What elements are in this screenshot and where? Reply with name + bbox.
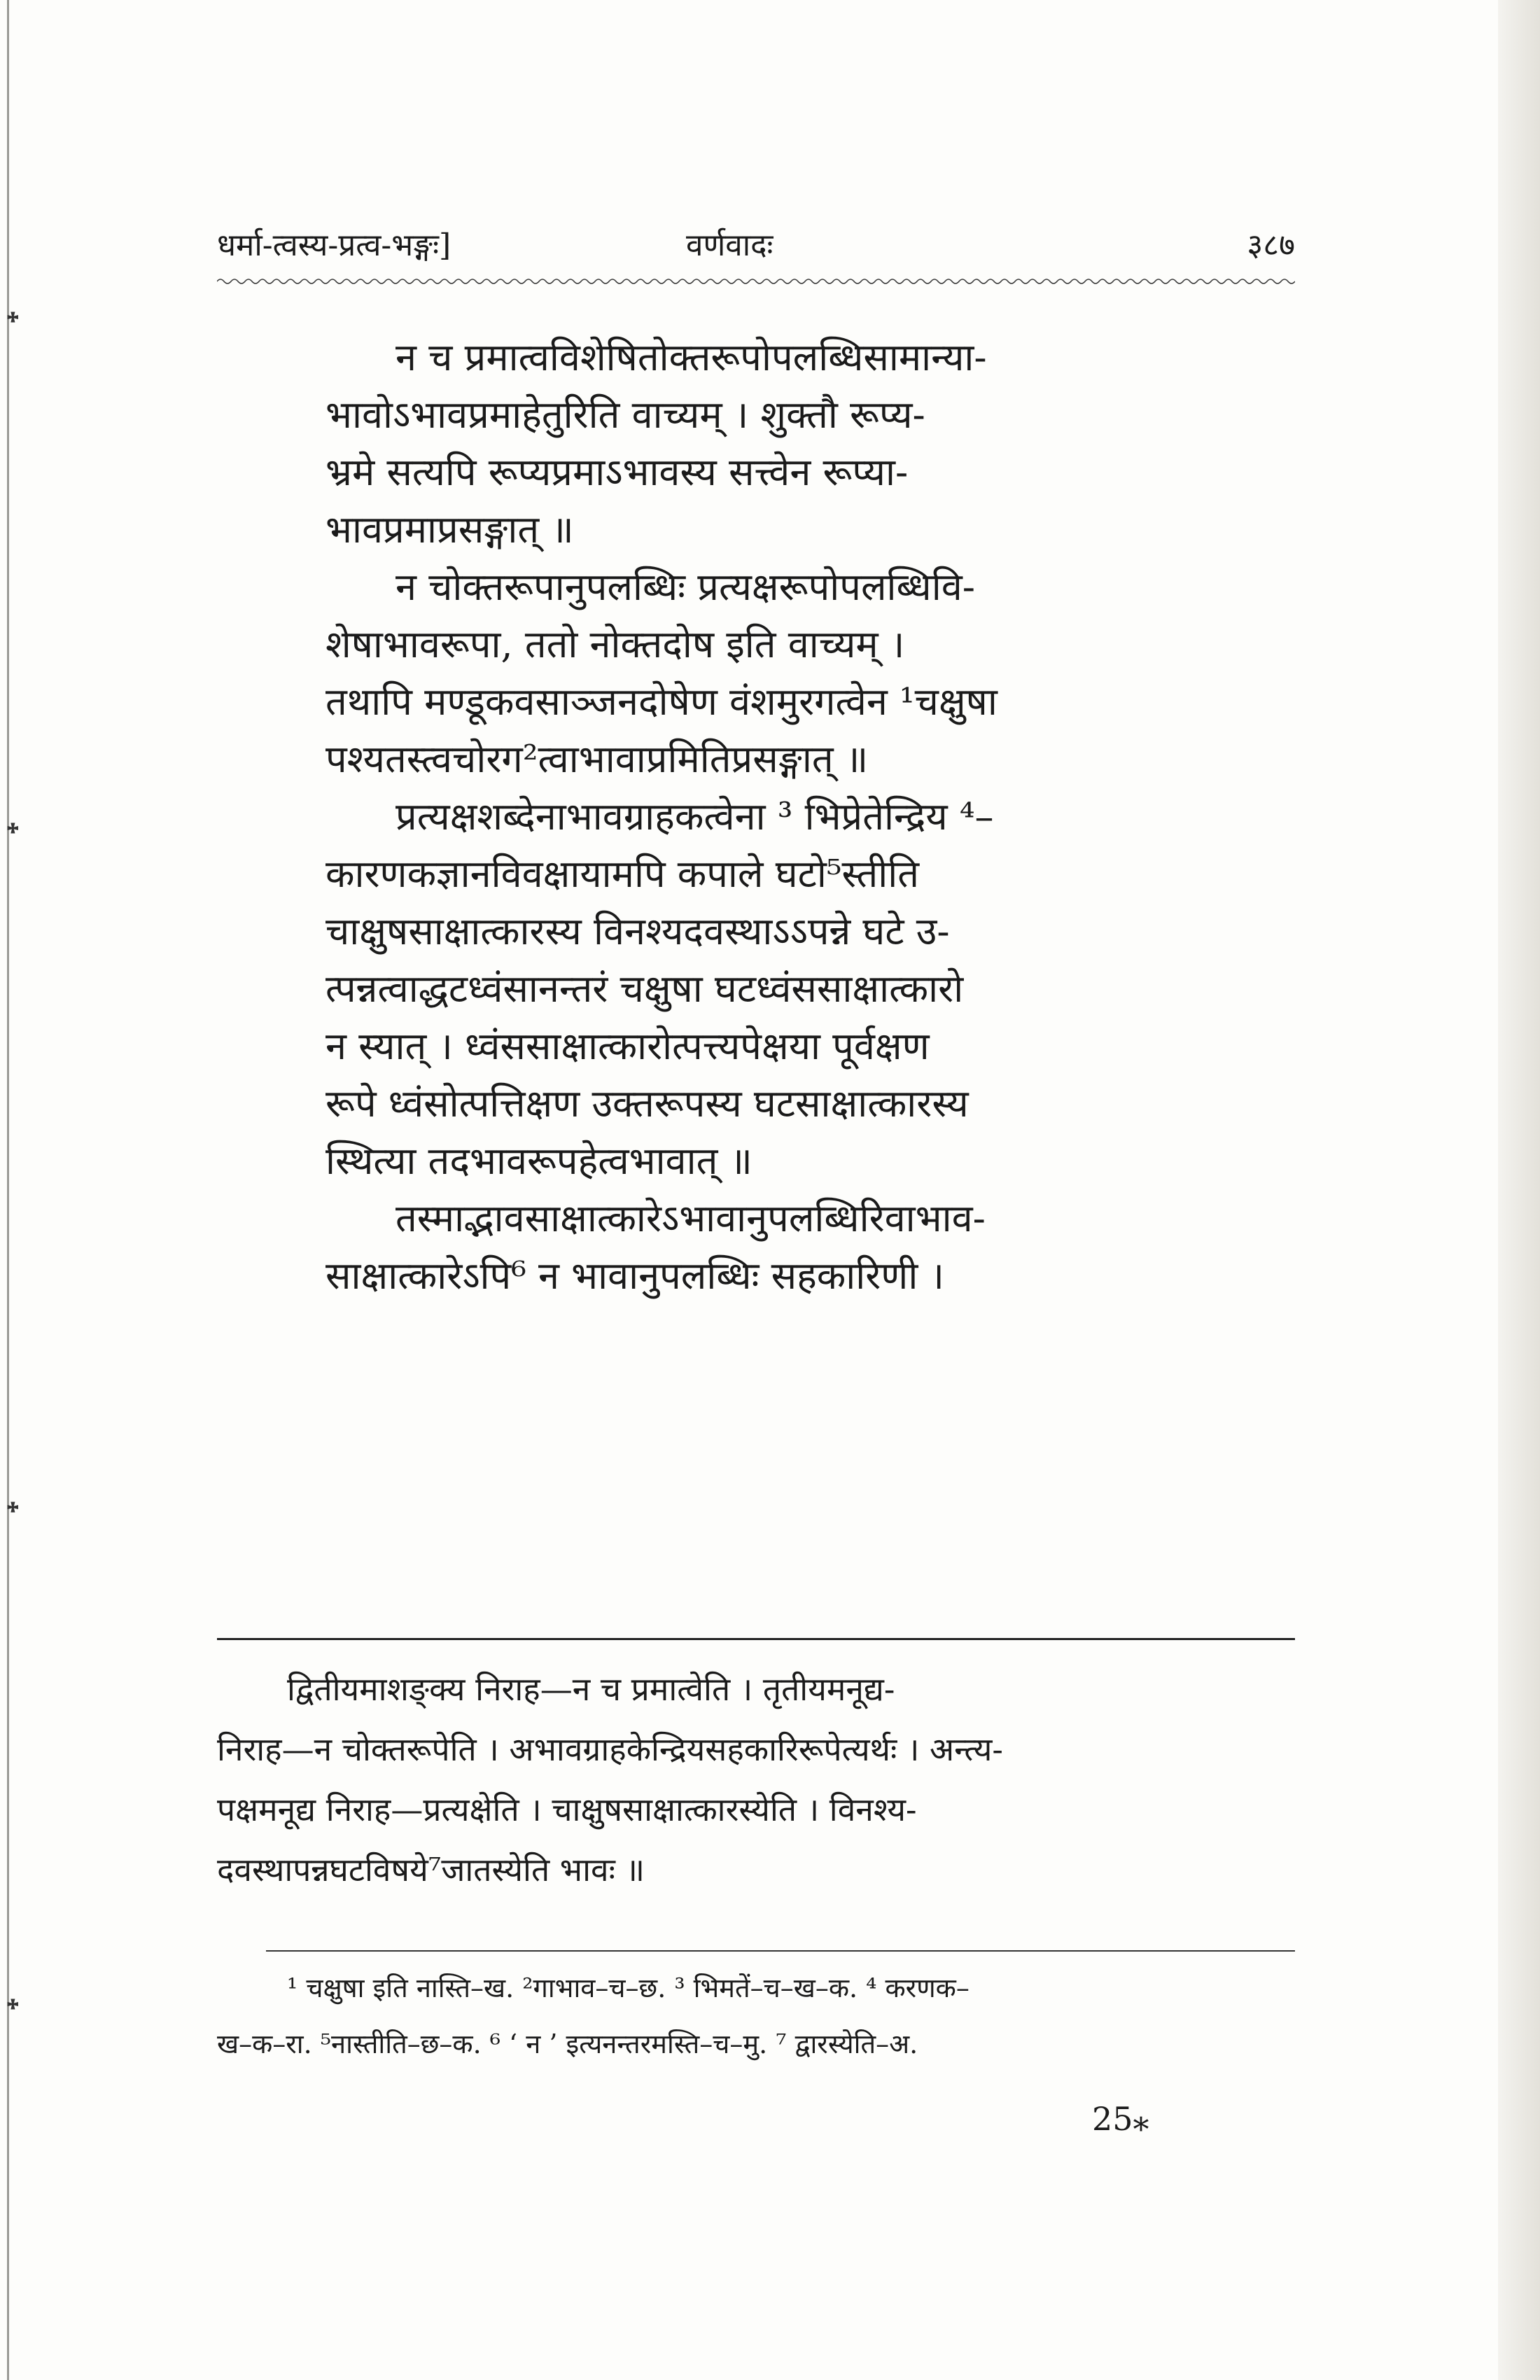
header-wavy-rule	[217, 276, 1295, 286]
binding-mark-icon: ᛭	[3, 298, 23, 337]
header-chapter-title: वर्णवादः	[686, 227, 774, 263]
footnote-line: ख–क–रा. ⁵नास्तीति–छ–क. ⁶ ‘ न ’ इत्यनन्तरमस्ति–च–मु. ⁷ द्वारस्येति–अ.	[217, 2029, 918, 2059]
text-line: तस्माद्भावसाक्षात्कारेऽभावानुपलब्धिरिवाभाव-	[396, 1196, 986, 1240]
text-line: कारणकज्ञानविवक्षायामपि कपाले घटो⁵स्तीति	[326, 852, 919, 896]
text-line: भावोऽभावप्रमाहेतुरिति वाच्यम् । शुक्तौ रूप्य-	[326, 393, 925, 437]
main-text	[326, 329, 1166, 1305]
paragraph	[326, 788, 1166, 1190]
paragraph	[326, 1190, 1166, 1305]
signature-mark: 25⁎	[1092, 2100, 1149, 2138]
paragraph	[326, 559, 1166, 788]
footnote-line: ¹ चक्षुषा इति नास्ति–ख. ²गाभाव–च–छ. ³ भिमतें–च–ख–क. ⁴ करणक–	[287, 1973, 969, 2003]
commentary	[217, 1659, 1295, 1900]
text-line: भावप्रमाप्रसङ्गात् ॥	[326, 507, 574, 552]
footnote-divider	[266, 1950, 1295, 1952]
text-line: तथापि मण्डूकवसाञ्जनदोषेण वंशमुरगत्वेन ¹चक्षुषा	[326, 680, 997, 724]
text-line: शेषाभावरूपा, ततो नोक्तदोष इति वाच्यम् ।	[326, 622, 905, 666]
commentary-divider	[217, 1638, 1295, 1640]
text-line: रूपे ध्वंसोत्पत्तिक्षण उक्तरूपस्य घटसाक्षात्कारस्य	[326, 1082, 969, 1126]
text-line: प्रत्यक्षशब्देनाभावग्राहकत्वेना ³ भिप्रेतेन्द्रिय ⁴–	[396, 794, 994, 839]
text-line: त्पन्नत्वाद्धटध्वंसानन्तरं चक्षुषा घटध्वंससाक्षात्कारो	[326, 967, 964, 1011]
text-line: चाक्षुषसाक्षात्कारस्य विनश्यदवस्थाऽऽपन्ने घटे उ-	[326, 909, 950, 953]
commentary-line: दवस्थापन्नघटविषये⁷जातस्येति भावः ॥	[217, 1851, 645, 1889]
binding-mark-icon: ᛭	[3, 1985, 23, 2024]
commentary-line: द्वितीयमाशङ्क्य निराह—न च प्रमात्वेति । तृतीयमनूद्य-	[287, 1670, 895, 1708]
text-line: साक्षात्कारेऽपि⁶ न भावानुपलब्धिः सहकारिणी ।	[326, 1254, 944, 1298]
footnotes	[217, 1960, 1295, 2072]
text-line: न चोक्तरूपानुपलब्धिः प्रत्यक्षरूपोपलब्धिवि-	[396, 565, 975, 609]
text-line: न स्यात् । ध्वंससाक्षात्कारोत्पत्त्यपेक्षया पूर्वक्षण	[326, 1024, 930, 1068]
page-edge-shadow	[1498, 0, 1540, 2380]
text-line: न च प्रमात्वविशेषितोक्तरूपोपलब्धिसामान्या-	[396, 335, 987, 379]
text-line: भ्रमे सत्यपि रूप्यप्रमाऽभावस्य सत्त्वेन रूप्या-	[326, 450, 909, 494]
paragraph	[326, 329, 1166, 559]
text-line: स्थित्या तदभावरूपहेत्वभावात् ॥	[326, 1139, 752, 1183]
binding-mark-icon: ᛭	[3, 1488, 23, 1527]
text-line: पश्यतस्त्वचोरग²त्वाभावाप्रमितिप्रसङ्गात् ॥	[326, 737, 869, 781]
binding-mark-icon: ᛭	[3, 809, 23, 848]
commentary-line: निराह—न चोक्तरूपेति । अभावग्राहकेन्द्रियसहकारिरूपेत्यर्थः । अन्त्य-	[217, 1730, 1003, 1768]
page-number: ३८७	[1247, 227, 1295, 263]
running-header	[217, 223, 1295, 265]
header-section-title: धर्मा-त्वस्य-प्रत्व-भङ्गः]	[217, 227, 451, 263]
commentary-line: पक्षमनूद्य निराह—प्रत्यक्षेति । चाक्षुषसाक्षात्कारस्येति । विनश्य-	[217, 1791, 917, 1828]
